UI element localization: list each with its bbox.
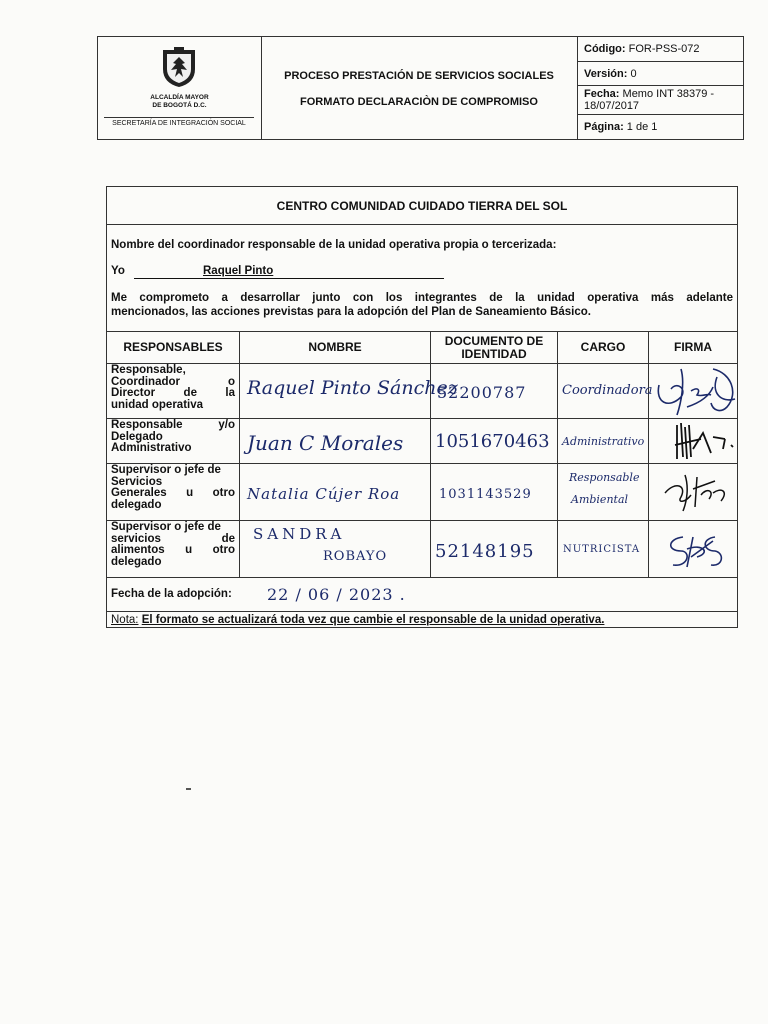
signature-3-icon xyxy=(655,467,735,517)
name-handwritten: Raquel Pinto Sánchez xyxy=(247,377,458,399)
divider xyxy=(107,224,737,225)
role-line: Delegado xyxy=(111,430,163,443)
yo-name: Raquel Pinto xyxy=(203,265,274,277)
commitment-form xyxy=(106,186,738,628)
role-line: alimentos u otro xyxy=(111,544,235,556)
role-line: Director de la xyxy=(111,387,235,399)
col-header-firma: FIRMA xyxy=(674,340,712,354)
divider xyxy=(107,577,737,578)
note-row xyxy=(111,614,604,626)
note-label: Nota: xyxy=(111,614,139,626)
commitment-line2: mencionados, las acciones previstas para la adopción del Plan de Saneamiento Básico. xyxy=(111,306,591,318)
divider xyxy=(648,331,649,577)
role-administrative xyxy=(111,420,235,455)
document-handwritten: 1031143529 xyxy=(439,487,532,502)
center-name: CENTRO COMUNIDAD CUIDADO TIERRA DEL SOL xyxy=(276,199,568,213)
name-handwritten-line2: ROBAYO xyxy=(323,549,388,564)
fecha-row xyxy=(578,86,743,115)
secretaria-label: SECRETARÍA DE INTEGRACIÓN SOCIAL xyxy=(104,117,254,127)
col-header-cargo: CARGO xyxy=(580,340,626,354)
col-header-nombre: NOMBRE xyxy=(308,340,362,354)
role-line: delegado xyxy=(111,498,162,511)
col-header-documento-line2: IDENTIDAD xyxy=(461,346,527,361)
role-line: Coordinador o xyxy=(111,375,235,388)
codigo-row xyxy=(578,37,743,62)
commitment-line1: Me comprometo a desarrollar junto con los integrantes de la unidad operativa más adelante xyxy=(111,292,733,304)
cargo-handwritten: Administrativo xyxy=(562,435,645,448)
document-handwritten: 52148195 xyxy=(435,541,535,562)
role-coordinator xyxy=(111,365,235,411)
document-header xyxy=(97,36,744,140)
role-line: Administrativo xyxy=(111,442,192,454)
cargo-handwritten: NUTRICISTA xyxy=(563,544,641,555)
title-cell xyxy=(261,37,578,139)
col-header-documento-line1: DOCUMENTO DE xyxy=(444,333,544,348)
role-line: Supervisor o jefe de xyxy=(111,464,221,476)
fecha-value-line2: 18/07/2017 xyxy=(584,100,640,112)
logo-cell xyxy=(98,37,262,139)
divider xyxy=(239,331,240,577)
cargo-handwritten-line2: Ambiental xyxy=(571,493,629,506)
col-header-responsables: RESPONSABLES xyxy=(123,340,223,354)
role-line: Supervisor o jefe de xyxy=(111,521,221,533)
role-line: Generales u otro xyxy=(111,487,235,499)
coordinator-label: Nombre del coordinador responsable de la unidad operativa propia o tercerizada: xyxy=(111,239,557,251)
signature-2-icon xyxy=(663,419,739,463)
divider xyxy=(107,611,737,612)
name-handwritten: SANDRA xyxy=(253,525,346,543)
pagina-label: Página: xyxy=(584,121,624,133)
signature-4-icon xyxy=(657,527,737,575)
name-handwritten: Juan C Morales xyxy=(247,431,404,455)
pagina-row xyxy=(578,115,743,139)
fecha-value-line1: Memo INT 38379 - xyxy=(622,88,715,100)
codigo-label: Código: xyxy=(584,43,626,55)
role-line: Responsable, xyxy=(111,364,186,376)
format-title: FORMATO DECLARACIÒN DE COMPROMISO xyxy=(300,96,538,108)
codigo-value: FOR-PSS-072 xyxy=(628,43,700,55)
metadata-cell xyxy=(578,37,743,139)
role-line: Responsable y/o xyxy=(111,419,235,431)
logo-name-line1: ALCALDÍA MAYOR xyxy=(150,94,209,101)
role-line: delegado xyxy=(111,555,162,568)
version-row xyxy=(578,62,743,86)
document-handwritten: 1051670463 xyxy=(435,431,550,452)
note-text: El formato se actualizará toda vez que cambie el responsable de la unidad operativa. xyxy=(141,614,605,626)
adoption-label: Fecha de la adopción: xyxy=(111,588,232,600)
scan-speck xyxy=(186,788,191,790)
role-line: servicios de xyxy=(111,532,235,545)
adoption-date-handwritten: 22 / 06 / 2023 . xyxy=(267,585,406,604)
version-label: Versión: xyxy=(584,67,628,80)
fecha-label: Fecha: xyxy=(584,88,620,100)
divider xyxy=(107,363,737,364)
role-food-services xyxy=(111,522,235,568)
role-line: Servicios xyxy=(111,475,163,488)
pagina-value: 1 de 1 xyxy=(626,121,658,133)
cargo-handwritten: Coordinadora xyxy=(562,383,653,398)
yo-label: Yo xyxy=(111,265,125,277)
role-general-services xyxy=(111,465,235,511)
version-value: 0 xyxy=(630,67,637,80)
yo-underline xyxy=(134,278,444,279)
logo-name-line2: DE BOGOTÁ D.C. xyxy=(152,102,207,109)
bogota-coat-of-arms-icon xyxy=(160,47,198,89)
name-handwritten: Natalia Cújer Roa xyxy=(247,485,401,503)
signature-1-icon xyxy=(651,363,739,419)
divider xyxy=(430,331,431,577)
cargo-handwritten: Responsable xyxy=(569,471,640,484)
document-handwritten: 52200787 xyxy=(437,383,527,402)
divider xyxy=(557,331,558,577)
role-line: unidad operativa xyxy=(111,398,204,411)
col-header-documento xyxy=(431,332,557,363)
process-title: PROCESO PRESTACIÓN DE SERVICIOS SOCIALES xyxy=(284,70,554,82)
